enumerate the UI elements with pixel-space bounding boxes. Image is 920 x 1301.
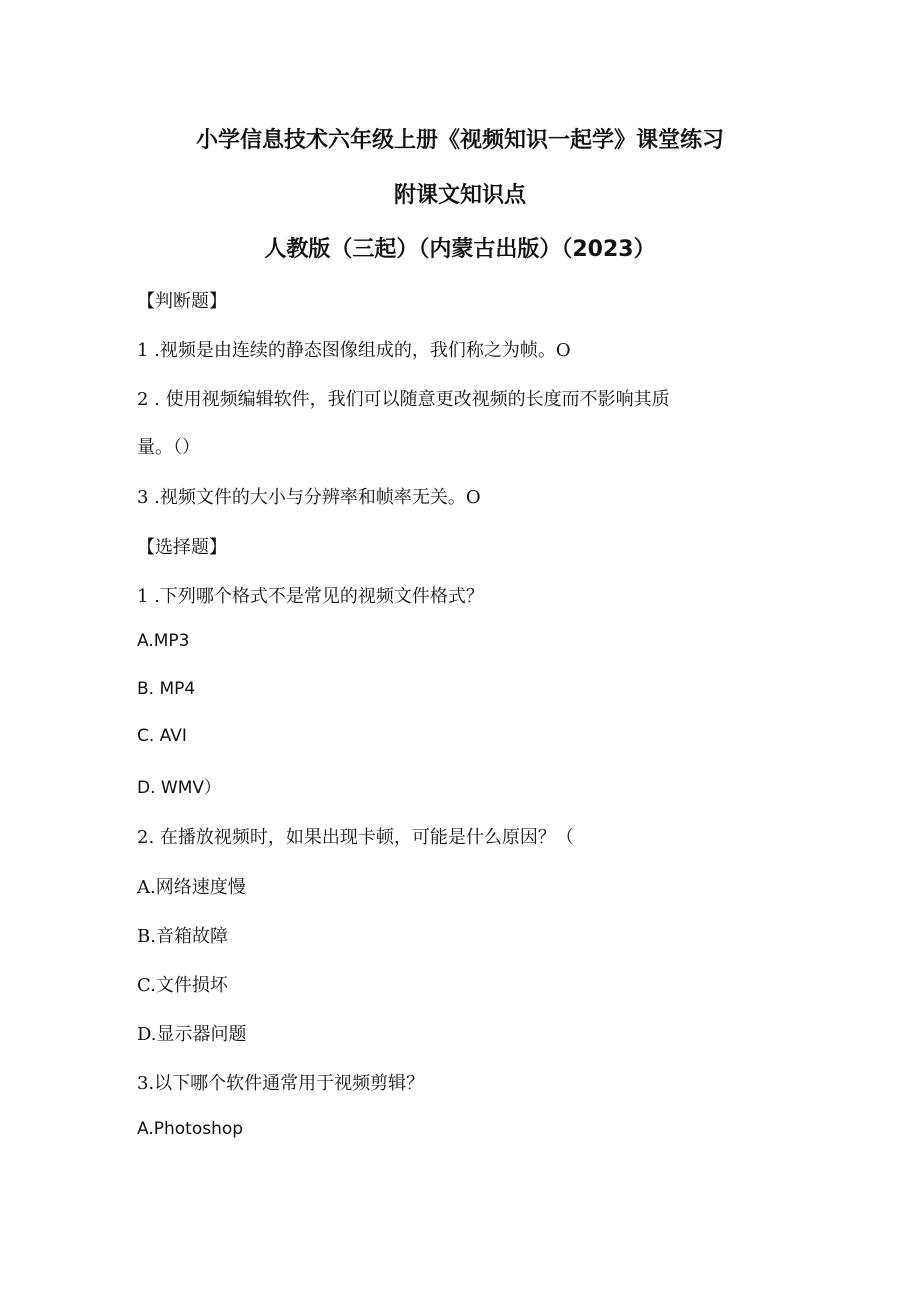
- question-1-option-d: D. WMV）: [137, 778, 222, 798]
- document-title: 小学信息技术六年级上册《视频知识一起学》课堂练习: [195, 128, 724, 153]
- true-false-item-2: 2 . 使用视频编辑软件，我们可以随意更改视频的长度而不影响其质: [137, 389, 670, 410]
- section-heading-multiple-choice: 【选择题】: [137, 537, 227, 558]
- document-subtitle: 附课文知识点: [393, 183, 526, 208]
- question-1-option-c: C. AVI: [137, 726, 187, 746]
- section-heading-true-false: 【判断题】: [137, 291, 227, 312]
- question-2-option-d: D.显示器问题: [137, 1024, 247, 1045]
- true-false-item-3: 3 .视频文件的大小与分辨率和帧率无关。O: [137, 487, 481, 508]
- question-2-option-b: B.音箱故障: [137, 926, 228, 947]
- question-1-option-b: B. MP4: [137, 679, 196, 699]
- question-3-option-a: A.Photoshop: [137, 1119, 244, 1139]
- question-1-option-a: A.MP3: [137, 631, 190, 651]
- document-edition: 人教版（三起）（内蒙古出版）（2023）: [264, 237, 656, 262]
- question-1: 1 .下列哪个格式不是常见的视频文件格式？: [137, 586, 484, 607]
- question-3: 3.以下哪个软件通常用于视频剪辑？: [137, 1073, 425, 1094]
- true-false-item-1: 1 .视频是由连续的静态图像组成的，我们称之为帧。O: [137, 340, 571, 361]
- question-2-option-a: A.网络速度慢: [137, 877, 246, 898]
- question-2: 2. 在播放视频时，如果出现卡顿，可能是什么原因？（: [137, 827, 574, 848]
- true-false-item-2-continued: 量。（）: [137, 437, 200, 458]
- question-2-option-c: C.文件损坏: [137, 975, 228, 996]
